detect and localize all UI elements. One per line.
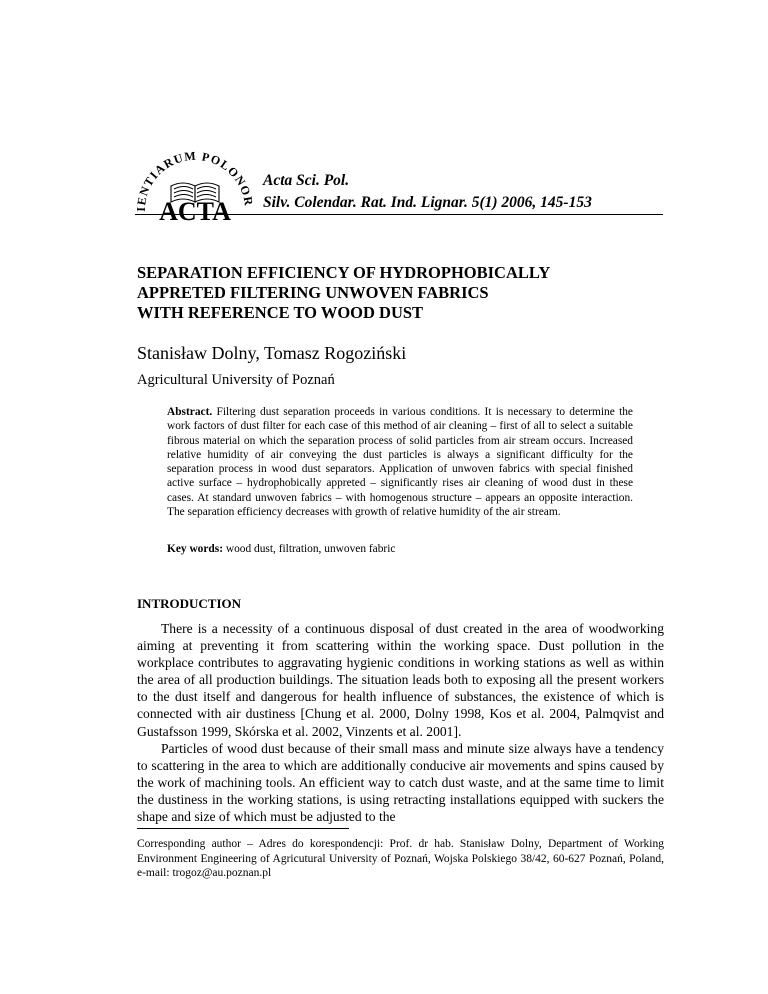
keywords-label: Key words: xyxy=(167,543,223,555)
journal-name: Acta Sci. Pol. xyxy=(263,172,350,189)
footnote-divider xyxy=(137,828,349,829)
journal-citation xyxy=(263,170,661,214)
logo-acta-word: ACTA xyxy=(159,197,231,222)
title-line: SEPARATION EFFICIENCY OF HYDROPHOBICALLY xyxy=(137,263,551,282)
keywords xyxy=(167,542,633,556)
abstract-text: Filtering dust separation proceeds in various conditions. It is necessary to determine the work factors of dust filter for each case of this method of air cleaning – first of all to select a suitable fibrous material on which the separation process of solid particles from air stream occurs. Increased relative humidity of air conveying the dust particles is always a significant difficulty for the separation process in wood dust separators. Application of unwoven fabrics with special finished active surface – hydrophobically appreted – significantly rises air cleaning of wood dust in these cases. At standard unwoven fabrics – with homogenous structure – appears an opposite interaction. The separation efficiency decreases with growth of relative humidity of the air stream. xyxy=(167,406,633,519)
affiliation: Agricultural University of Poznań xyxy=(137,372,335,388)
corresponding-author-footnote: Corresponding author – Adres do korespondencji: Prof. dr hab. Stanisław Dolny, Department of Working Environment Engineering of Agricutural University of Poznań, Wojska Polskiego 38/42, 60-627 Poznań, Poland, e-mail: trogoz@au.poznan.pl xyxy=(137,838,664,879)
journal-logo xyxy=(131,138,259,222)
keywords-text: wood dust, filtration, unwoven fabric xyxy=(225,543,396,555)
intro-paragraph-2: Particles of wood dust because of their small mass and minute size always have a tendency to scattering in the area to which are additionally conducive air movements and spins caused by the work of machining tools. An efficient way to catch dust waste, and at the same time to limit the dustiness in the working stations, is using retracting installations equipped with suckers the shape and size of which must be adjusted to the xyxy=(137,741,664,825)
section-heading-introduction: INTRODUCTION xyxy=(137,596,242,611)
abstract-label: Abstract. xyxy=(167,406,213,418)
intro-paragraph-1: There is a necessity of a continuous disposal of dust created in the area of woodworking aiming at preventing it from scattering within the working space. Dust pollution in the workplace contributes to aggravating hygienic conditions in working stations as well as within the area of all production buildings. The situation leads both to exposing all the present workers to the dust itself and dangerous for health influence of substances, the existence of which is connected with air dustiness [Chung et al. 2000, Dolny 1998, Kos et al. 2004, Palmqvist and Gustafsson 1999, Skórska et al. 2002, Vinzents et al. 2001]. xyxy=(137,621,664,739)
title-line: WITH REFERENCE TO WOOD DUST xyxy=(137,303,424,322)
authors: Stanisław Dolny, Tomasz Rogoziński xyxy=(137,343,407,363)
acta-emblem xyxy=(131,138,259,222)
logo-arc-text: IENTIARUM POLONOR xyxy=(133,148,257,212)
article-title xyxy=(137,263,657,323)
journal-volume: Silv. Colendar. Rat. Ind. Lignar. 5(1) 2006, 145-153 xyxy=(263,194,592,211)
header-divider xyxy=(135,214,663,215)
abstract xyxy=(167,405,633,519)
title-line: APPRETED FILTERING UNWOVEN FABRICS xyxy=(137,283,489,302)
